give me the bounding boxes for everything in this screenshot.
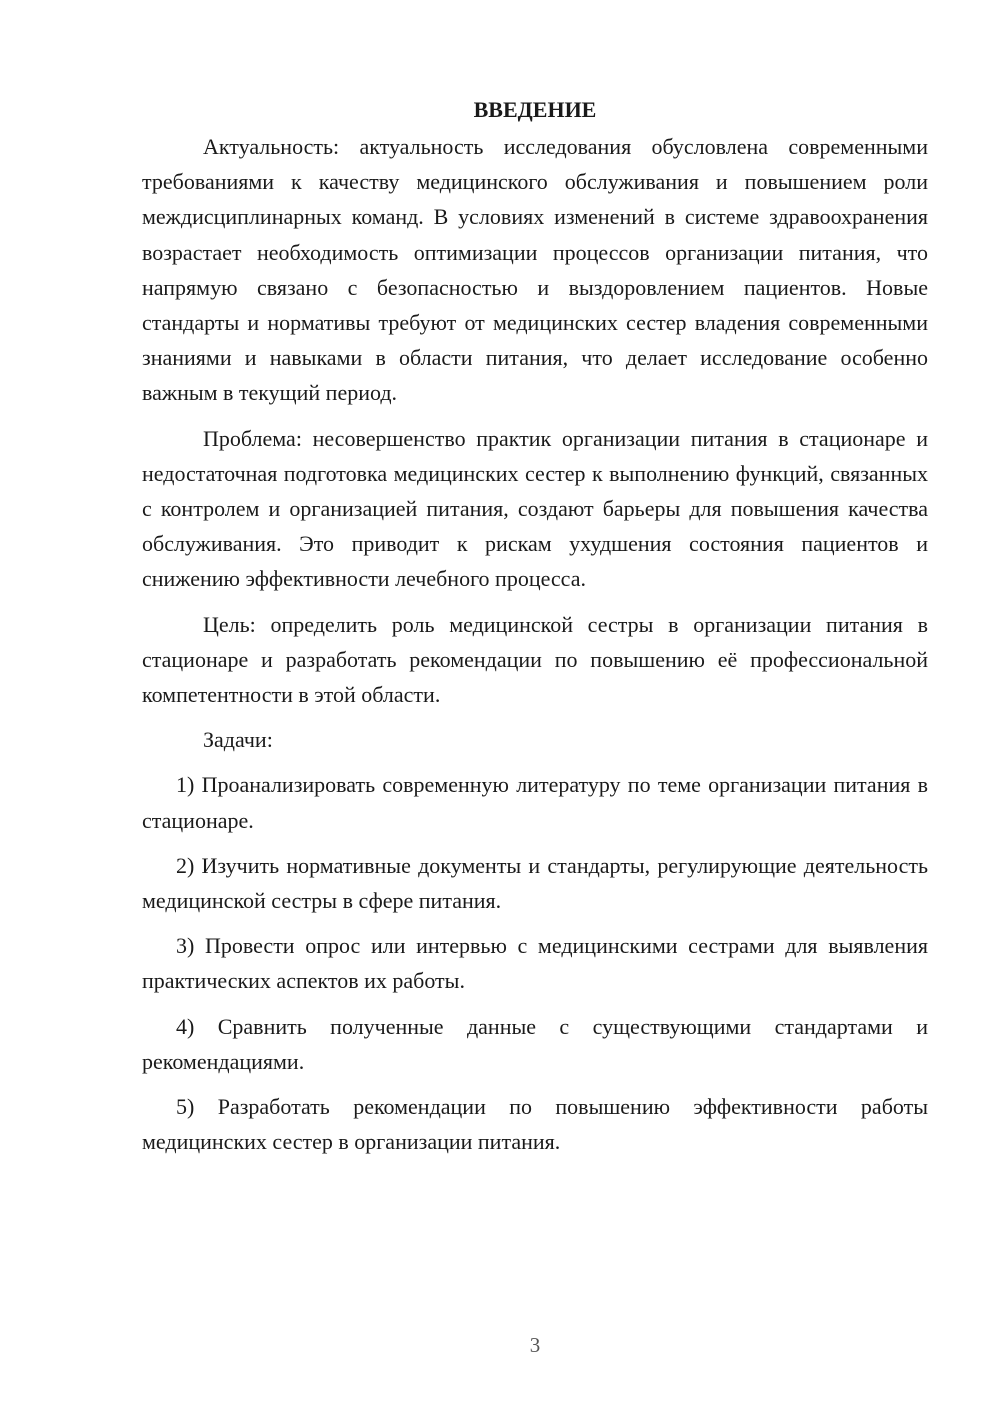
task-item: 4) Сравнить полученные данные с существующими стандартами и рекомендациями. bbox=[142, 1013, 928, 1074]
paragraph-goal: Цель: определить роль медицинской сестры в организации питания в стационаре и разработать рекомендации по повышению её профессиональной компетентности в этой области. bbox=[142, 611, 928, 708]
paragraph-relevance: Актуальность: актуальность исследования обусловлена современными требованиями к качеству медицинского обслуживания и повышением роли междисциплинарных команд. В условиях изменений в системе здравоохранения возрастает необходимость оптимизации процессов организации питания, что напрямую связано с безопасностью и выздоровлением пациентов. Новые стандарты и нормативы требуют от медицинских сестер владения современными знаниями и навыками в области питания, что делает исследование особенно важным в текущий период. bbox=[142, 134, 928, 406]
page-number: 3 bbox=[529, 1333, 541, 1357]
task-item: 1) Проанализировать современную литературу по теме организации питания в стационаре. bbox=[142, 772, 928, 833]
section-heading: ВВЕДЕНИЕ bbox=[473, 97, 597, 122]
task-item: 5) Разработать рекомендации по повышению эффективности работы медицинских сестер в организации питания. bbox=[142, 1094, 928, 1155]
task-item: 2) Изучить нормативные документы и стандарты, регулирующие деятельность медицинской сестры в сфере питания. bbox=[142, 852, 928, 914]
paragraph-problem: Проблема: несовершенство практик организации питания в стационаре и недостаточная подготовка медицинских сестер к выполнению функций, связанных с контролем и организацией питания, создают барьеры для повышения качества обслуживания. Это приводит к рискам ухудшения состояния пациентов и снижению эффективности лечебного процесса. bbox=[142, 425, 928, 592]
page-content bbox=[142, 92, 928, 1169]
task-item: 3) Провести опрос или интервью с медицинскими сестрами для выявления практических аспектов их работы. bbox=[142, 933, 928, 994]
tasks-label: Задачи: bbox=[203, 727, 273, 753]
